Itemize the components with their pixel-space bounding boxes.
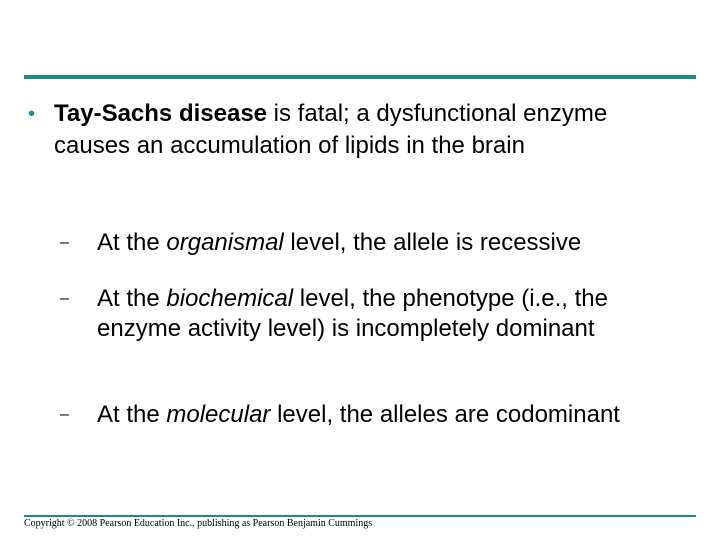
sub-bullet-prefix: At the	[97, 229, 167, 256]
sub-bullet-text	[97, 400, 680, 430]
sub-bullet-emphasis: organismal	[166, 229, 284, 256]
sub-bullet-emphasis: biochemical	[166, 285, 294, 312]
sub-bullet-emphasis: molecular	[166, 401, 271, 428]
dash-icon: –	[60, 406, 69, 423]
copyright-footer: Copyright © 2008 Pearson Education Inc., publishing as Pearson Benjamin Cummings	[24, 518, 373, 529]
dash-icon: –	[60, 290, 69, 307]
sub-bullet-text	[97, 228, 680, 258]
sub-bullet-text	[97, 284, 680, 344]
sub-bullet-suffix: level, the phenotype (i.e., the enzyme activity level) is incompletely dominant	[97, 285, 608, 342]
bullet-dot-icon: •	[28, 103, 36, 125]
main-bullet-text	[54, 98, 684, 162]
main-bullet-rest: is fatal; a dysfunctional enzyme causes an accumulation of lipids in the brain	[54, 100, 608, 159]
sub-bullet-prefix: At the	[97, 285, 167, 312]
sub-bullet-prefix: At the	[97, 401, 167, 428]
sub-bullet-biochemical	[60, 284, 680, 344]
dash-icon: –	[60, 234, 69, 251]
sub-bullet-molecular	[60, 400, 680, 430]
main-bullet	[24, 98, 684, 162]
bottom-divider-rule	[24, 515, 696, 517]
sub-bullet-organismal	[60, 228, 680, 258]
sub-bullet-suffix: level, the alleles are codominant	[270, 401, 620, 428]
top-divider-rule	[24, 75, 696, 79]
main-bullet-bold: Tay-Sachs disease	[54, 100, 268, 127]
sub-bullet-suffix: level, the allele is recessive	[283, 229, 582, 256]
